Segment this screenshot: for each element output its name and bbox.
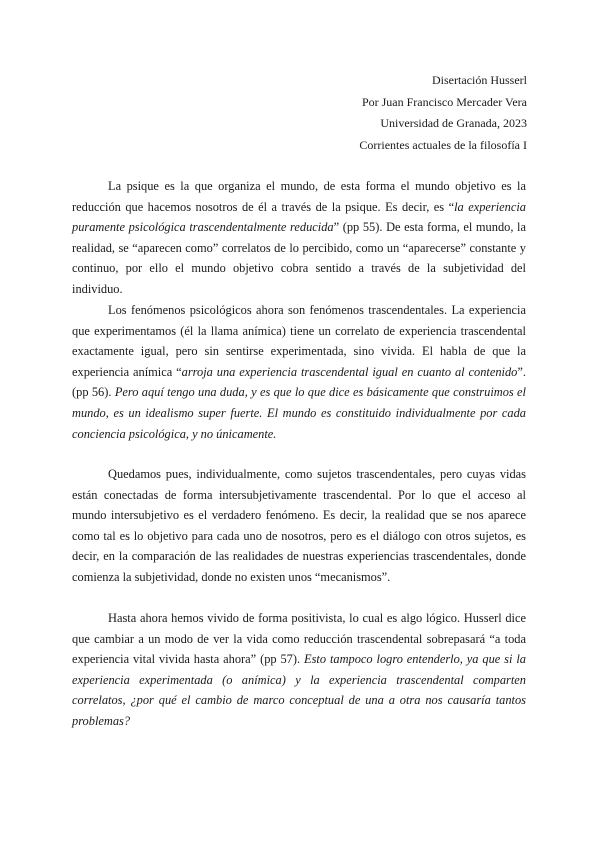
header-course: Corrientes actuales de la filosofía I bbox=[359, 137, 527, 152]
header-university: Universidad de Granada, 2023 bbox=[380, 116, 527, 130]
header-title: Disertación Husserl bbox=[432, 73, 527, 87]
header-author: Por Juan Francisco Mercader Vera bbox=[361, 94, 527, 109]
paragraph-4-text-a: Hasta ahora hemos vivido de forma positivista, lo cual es algo lógico. Husserl dice que cambiar a un modo de ver la vida como reducción trascendental sobrepasará “a toda experiencia vital vivida hasta ahora” (pp 57). bbox=[72, 611, 526, 667]
paragraph-1 bbox=[72, 176, 526, 300]
paragraph-3-text: Quedamos pues, individualmente, como sujetos trascendentales, pero cuyas vidas están conectadas de forma intersubjetivamente trascendental. Por lo que el acceso al mundo intersubjetivo es el verdadero fenómeno. Es decir, la realidad que se nos aparece como tal es lo objetivo para cada uno de nosotros, pero es el diálogo con otros sujetos, es decir, en la comparación de las realidades de nuestras experiencias trascendentales, donde comienza la subjetividad, donde no existen unos “mecanismos”. bbox=[72, 467, 526, 584]
paragraph-1-text-b: ” (pp 55). De esta forma, el mundo, la realidad, se “aparecen como” correlatos de lo percibido, como un “aparecerse” constante y continuo, por ello el mundo objetivo cobra sentido a través de la subjetividad del individuo. bbox=[72, 220, 526, 296]
paragraph-2-text-b: ”. (pp 56). bbox=[72, 364, 526, 400]
paragraph-3 bbox=[72, 464, 526, 588]
paragraph-2-text-a: Los fenómenos psicológicos ahora son fenómenos trascendentales. La experiencia que experimentamos (él la llama anímica) tiene un correlato de experiencia trascendental exactamente igual, pero sin sentirse experimentada, sino vivida. El habla de que la experiencia anímica “ bbox=[72, 303, 526, 379]
paragraph-4-comment: Esto tampoco logro entenderlo, ya que si la experiencia experimentada (o anímica) y la experiencia trascendental comparten correlatos, ¿por qué el cambio de marco conceptual de una a otra nos causaría tantos problemas? bbox=[72, 652, 526, 728]
document-header bbox=[359, 70, 527, 156]
paragraph-2 bbox=[72, 300, 526, 444]
paragraph-1-text-a: La psique es la que organiza el mundo, de esta forma el mundo objetivo es la reducción que hacemos nosotros de él a través de la psique. Es decir, es “ bbox=[72, 179, 526, 214]
paragraph-2-comment: Pero aquí tengo una duda, y es que lo que dice es básicamente que construimos el mundo, es un idealismo super fuerte. El mundo es constituido individualmente por cada conciencia psicológica, y no únicamente. bbox=[72, 385, 526, 441]
paragraph-2-quote: arroja una experiencia trascendental igual en cuanto al contenido bbox=[181, 364, 518, 379]
paragraph-1-quote: la experiencia puramente psicológica trascendentalmente reducida bbox=[72, 199, 526, 235]
paragraph-4 bbox=[72, 608, 526, 732]
